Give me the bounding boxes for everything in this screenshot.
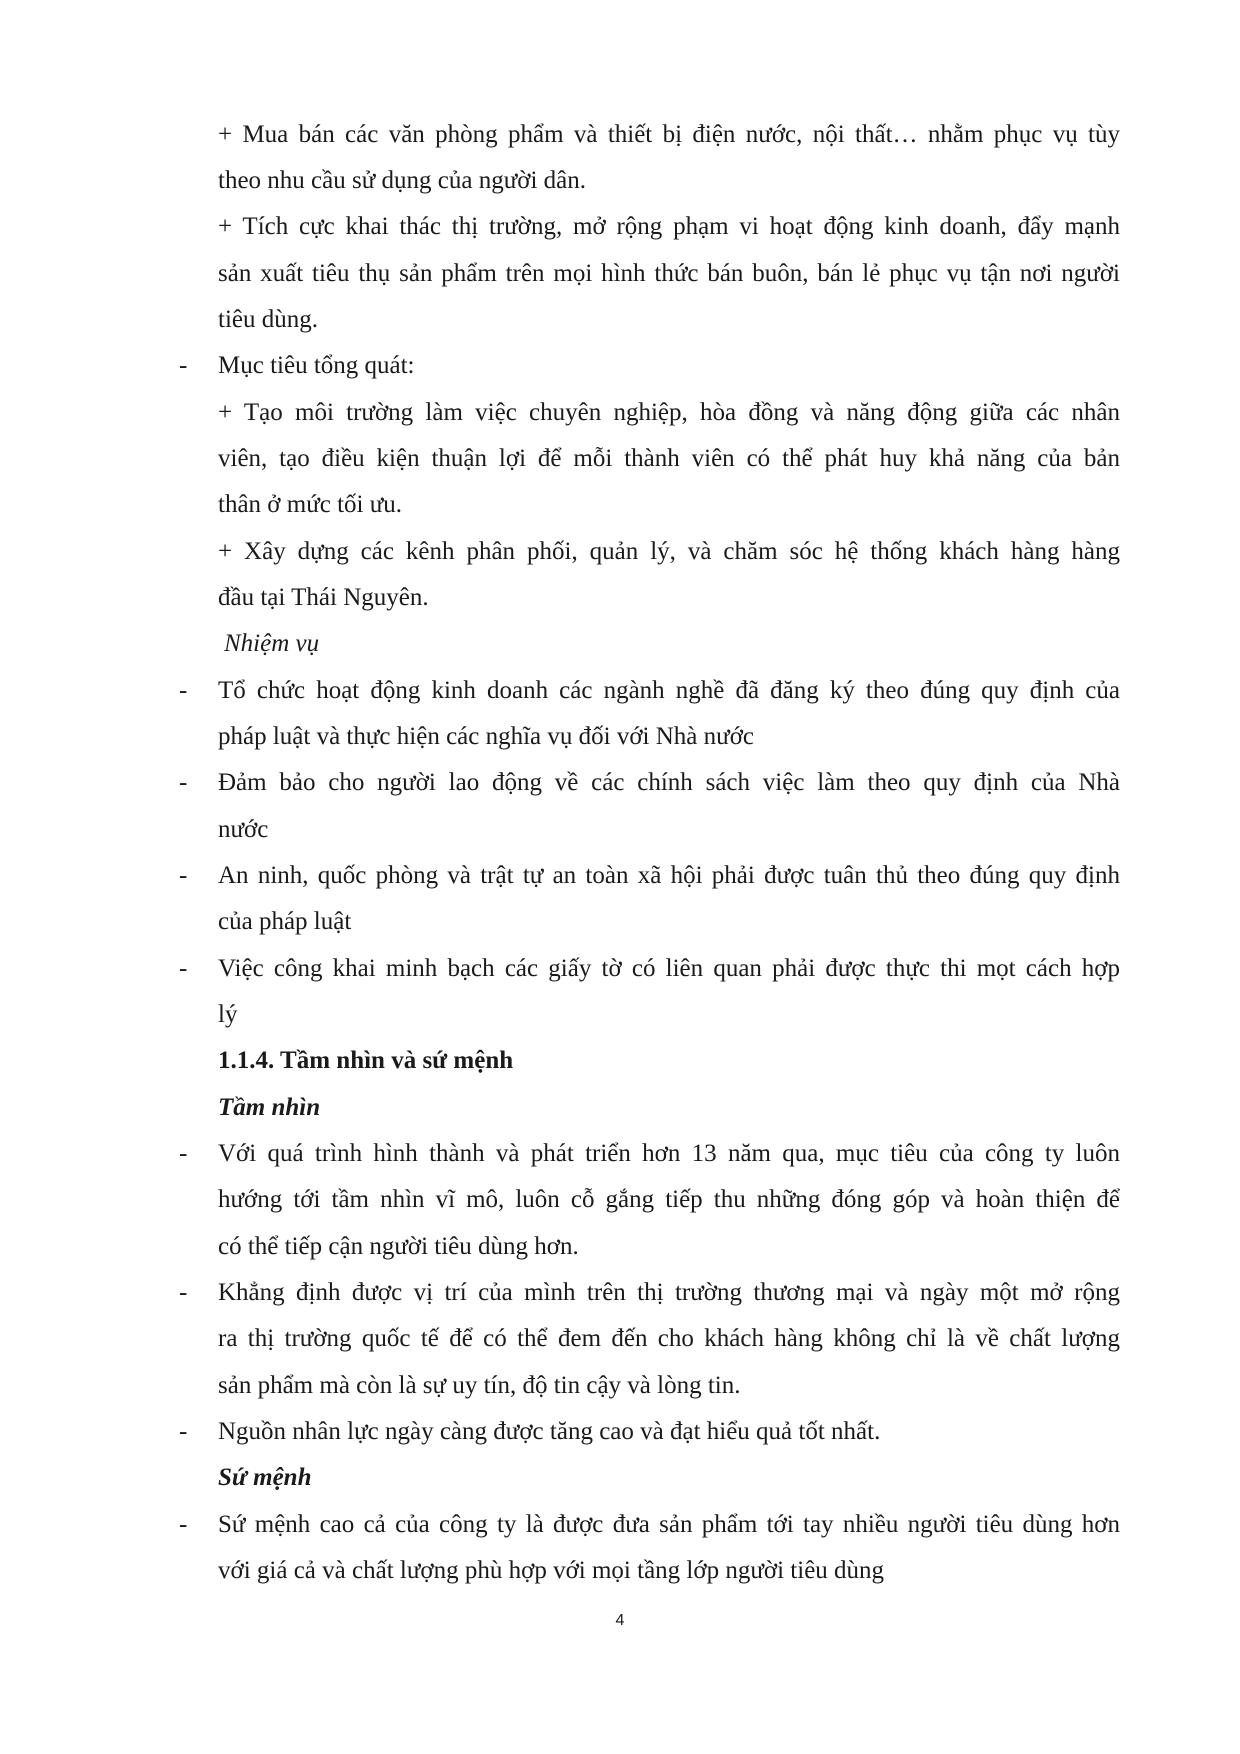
page-number: 4 [615,1612,625,1629]
list-item-text: sản phẩm mà còn là sự uy tín, độ tin cậy và lòng tin. [218,1372,741,1399]
bullet-dash: - [179,1279,188,1306]
paragraph-line: viên, tạo điều kiện thuận lợi để mỗi thành viên có thể phát huy khả năng của bản [218,445,1120,472]
list-item-text: Tổ chức hoạt động kinh doanh các ngành nghề đã đăng ký theo đúng quy định của [218,677,1120,704]
list-item-text: pháp luật và thực hiện các nghĩa vụ đối với Nhà nước [218,723,755,750]
list-item-text: có thể tiếp cận người tiêu dùng hơn. [218,1233,579,1260]
subheading-tam-nhin: Tầm nhìn [218,1094,321,1121]
list-item-text: ra thị trường quốc tế để có thể đem đến cho khách hàng không chỉ là về chất lượng [218,1325,1120,1352]
list-item-text: với giá cả và chất lượng phù hợp với mọi tầng lớp người tiêu dùng [218,1557,885,1584]
bullet-dash: - [179,1418,188,1445]
paragraph-line: đầu tại Thái Nguyên. [218,584,429,611]
list-item-text: hướng tới tầm nhìn vĩ mô, luôn cỗ gắng tiếp thu những đóng góp và hoàn thiện để [218,1186,1120,1213]
subheading-su-menh: Sứ mệnh [218,1464,312,1491]
subheading-nhiem-vu: Nhiệm vụ [224,630,320,657]
bullet-dash: - [179,769,188,796]
paragraph-line: theo nhu cầu sử dụng của người dân. [218,167,587,194]
bullet-dash: - [179,1511,188,1538]
list-item-text: Việc công khai minh bạch các giấy tờ có liên quan phải được thực thi mọt cách hợp [218,955,1120,982]
list-item-text: Nguồn nhân lực ngày càng được tăng cao và đạt hiểu quả tốt nhất. [218,1418,881,1445]
list-item-text: của pháp luật [218,908,352,935]
list-item-text: nước [218,816,269,843]
paragraph-line: + Tích cực khai thác thị trường, mở rộng phạm vi hoạt động kinh doanh, đẩy mạnh [218,213,1120,240]
list-item-text: Mục tiêu tổng quát: [218,352,415,379]
section-heading: 1.1.4. Tầm nhìn và sứ mệnh [218,1047,514,1074]
list-item-text: Khẳng định được vị trí của mình trên thị trường thương mại và ngày một mở rộng [218,1279,1120,1306]
bullet-dash: - [179,352,188,379]
paragraph-line: + Tạo môi trường làm việc chuyên nghiệp, hòa đồng và năng động giữa các nhân [218,399,1120,426]
list-item-text: Với quá trình hình thành và phát triển hơn 13 năm qua, mục tiêu của công ty luôn [218,1140,1120,1167]
paragraph-line: sản xuất tiêu thụ sản phẩm trên mọi hình thức bán buôn, bán lẻ phục vụ tận nơi người [218,260,1120,287]
paragraph-line: tiêu dùng. [218,306,318,333]
bullet-dash: - [179,862,188,889]
list-item-text: Sứ mệnh cao cả của công ty là được đưa sản phẩm tới tay nhiều người tiêu dùng hơn [218,1511,1120,1538]
bullet-dash: - [179,955,188,982]
list-item-text: An ninh, quốc phòng và trật tự an toàn xã hội phải được tuân thủ theo đúng quy định [218,862,1120,889]
bullet-dash: - [179,677,188,704]
list-item-text: Đảm bảo cho người lao động về các chính sách việc làm theo quy định của Nhà [218,769,1120,796]
paragraph-line: thân ở mức tối ưu. [218,491,403,518]
bullet-dash: - [179,1140,188,1167]
paragraph-line: + Xây dựng các kênh phân phối, quản lý, và chăm sóc hệ thống khách hàng hàng [218,538,1120,565]
list-item-text: lý [218,1001,238,1028]
paragraph-line: + Mua bán các văn phòng phẩm và thiết bị điện nước, nội thất… nhằm phục vụ tùy [218,121,1120,148]
